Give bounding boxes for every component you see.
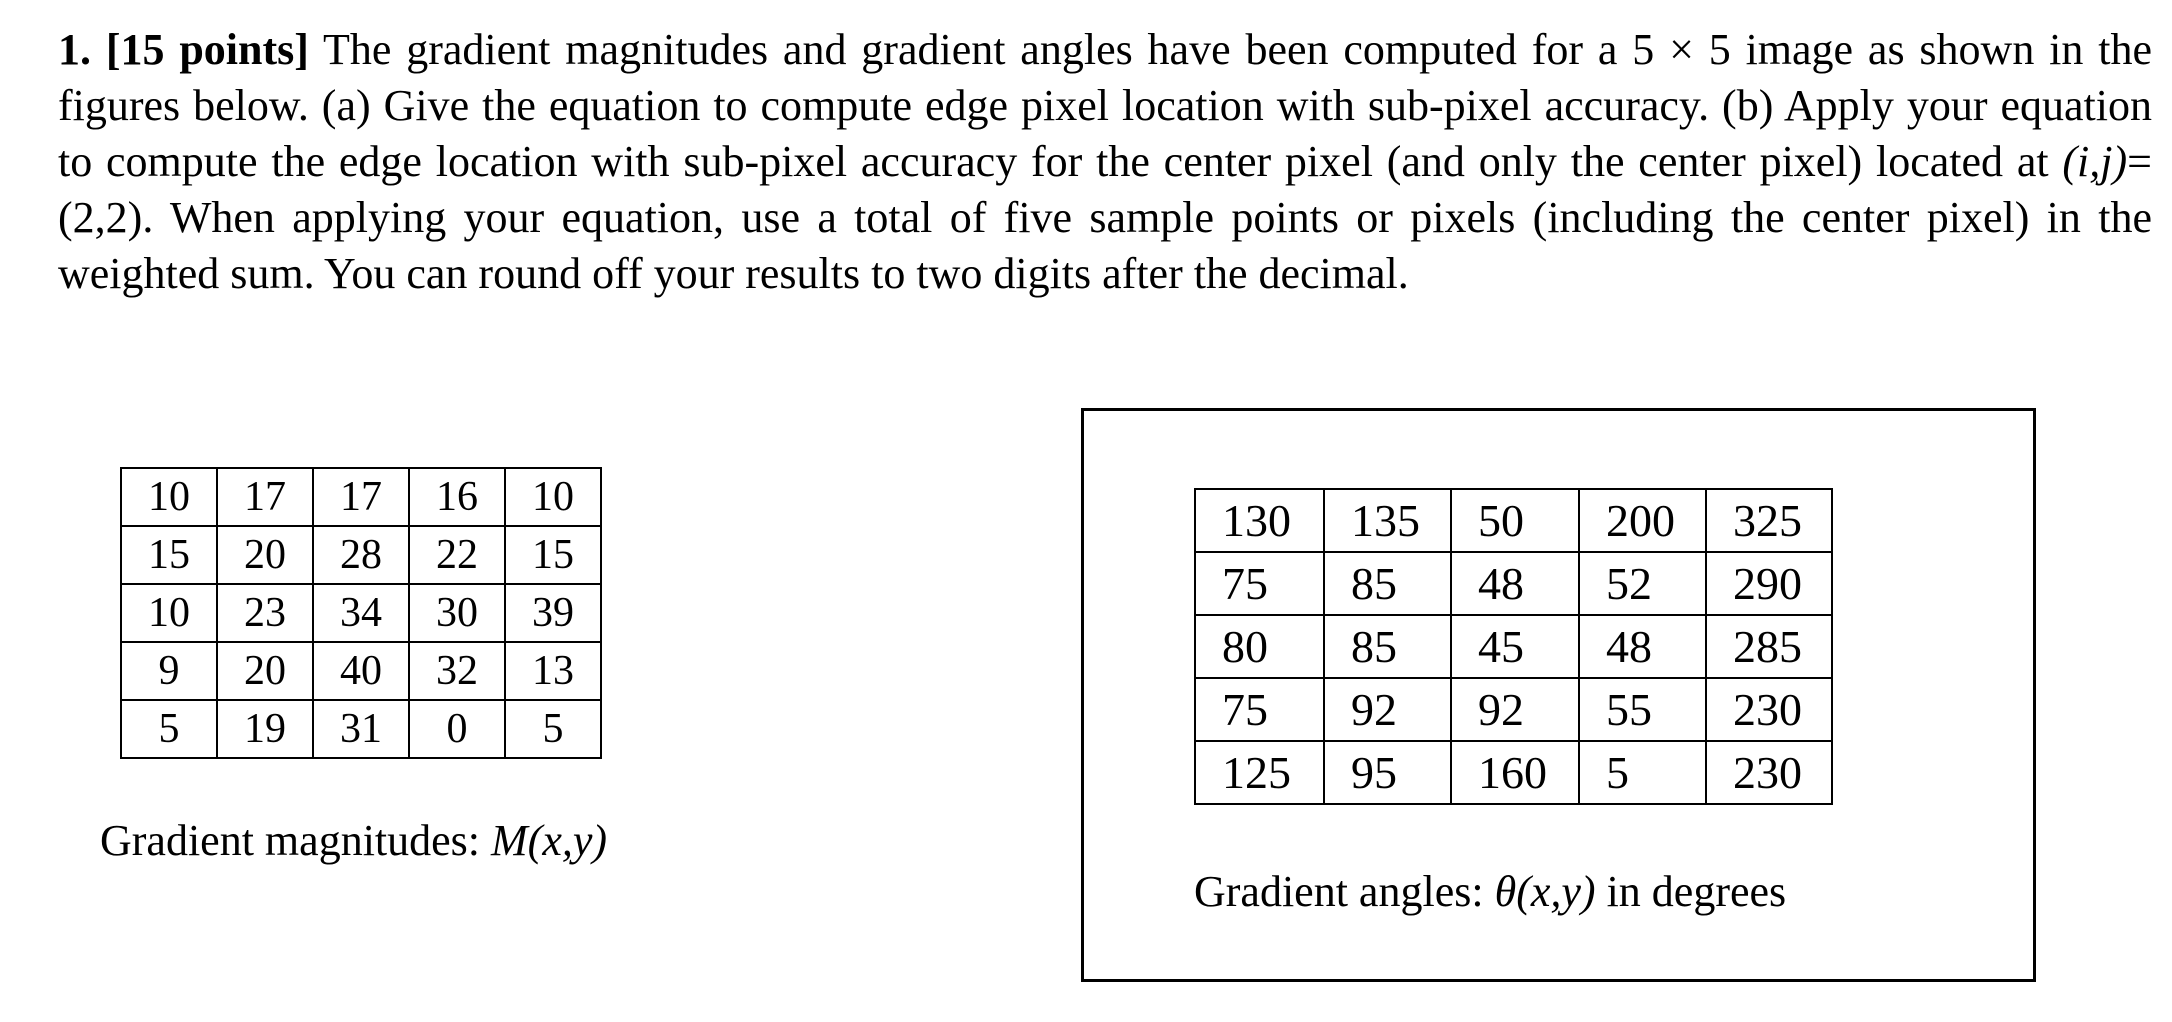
question-intro: The gradient magnitudes and gradient angles have been computed for a 5 × 5 image as shown in the figures below. (a) Give the equation to compute edge pixel location with sub-pixel accuracy. (b) Apply your equation to compute the edge location with sub-pixel accuracy for the center pixel (and only the center pixel) located at [58, 25, 2152, 186]
table-cell: 9 [121, 642, 217, 700]
magnitudes-caption-text: Gradient magnitudes: [100, 816, 492, 865]
table-cell: 75 [1195, 678, 1324, 741]
magnitudes-body [121, 468, 601, 758]
table-cell: 34 [313, 584, 409, 642]
question-rest: . When applying your equation, use a total of five sample points or pixels (including the center pixel) in the weighted sum. You can round off your results to two digits after the decimal. [58, 193, 2152, 298]
table-cell: 28 [313, 526, 409, 584]
table-cell: 15 [121, 526, 217, 584]
table-row [121, 526, 601, 584]
gradient-angles-table [1194, 488, 1833, 805]
table-cell: 20 [217, 642, 313, 700]
table-cell: 17 [313, 468, 409, 526]
table-cell: 325 [1706, 489, 1832, 552]
location-variable: (i,j) [2062, 137, 2128, 186]
table-cell: 75 [1195, 552, 1324, 615]
table-cell: 5 [505, 700, 601, 758]
table-cell: 230 [1706, 741, 1832, 804]
table-cell: 15 [505, 526, 601, 584]
table-row [1195, 741, 1832, 804]
table-cell: 10 [505, 468, 601, 526]
table-cell: 290 [1706, 552, 1832, 615]
magnitudes-caption-symbol: M(x,y) [491, 816, 608, 865]
table-cell: 285 [1706, 615, 1832, 678]
angles-caption-suffix: in degrees [1595, 867, 1787, 916]
table-row [1195, 678, 1832, 741]
table-cell: 50 [1451, 489, 1579, 552]
question-text [58, 22, 2152, 302]
location-value: =(2,2) [58, 137, 2152, 242]
table-cell: 32 [409, 642, 505, 700]
table-cell: 5 [1579, 741, 1706, 804]
table-cell: 0 [409, 700, 505, 758]
table-row [1195, 615, 1832, 678]
table-row [121, 584, 601, 642]
table-cell: 95 [1324, 741, 1451, 804]
table-cell: 45 [1451, 615, 1579, 678]
table-cell: 17 [217, 468, 313, 526]
table-cell: 19 [217, 700, 313, 758]
table-cell: 55 [1579, 678, 1706, 741]
table-cell: 80 [1195, 615, 1324, 678]
table-cell: 13 [505, 642, 601, 700]
table-cell: 16 [409, 468, 505, 526]
angles-caption [1194, 864, 1786, 920]
table-cell: 22 [409, 526, 505, 584]
table-cell: 230 [1706, 678, 1832, 741]
table-cell: 52 [1579, 552, 1706, 615]
angles-body [1195, 489, 1832, 804]
table-cell: 10 [121, 468, 217, 526]
table-cell: 5 [121, 700, 217, 758]
table-cell: 39 [505, 584, 601, 642]
table-cell: 48 [1579, 615, 1706, 678]
table-cell: 92 [1451, 678, 1579, 741]
table-cell: 92 [1324, 678, 1451, 741]
table-cell: 30 [409, 584, 505, 642]
table-cell: 48 [1451, 552, 1579, 615]
table-row [121, 700, 601, 758]
table-cell: 23 [217, 584, 313, 642]
table-cell: 135 [1324, 489, 1451, 552]
table-row [1195, 552, 1832, 615]
table-cell: 130 [1195, 489, 1324, 552]
table-cell: 125 [1195, 741, 1324, 804]
table-cell: 40 [313, 642, 409, 700]
angles-caption-symbol: θ(x,y) [1494, 867, 1596, 916]
table-cell: 10 [121, 584, 217, 642]
table-row [121, 642, 601, 700]
table-cell: 85 [1324, 552, 1451, 615]
table-row [121, 468, 601, 526]
table-cell: 31 [313, 700, 409, 758]
question-label: 1. [15 points] [58, 25, 309, 74]
angles-caption-text: Gradient angles: [1194, 867, 1495, 916]
magnitudes-caption [100, 813, 607, 869]
table-cell: 20 [217, 526, 313, 584]
table-row [1195, 489, 1832, 552]
table-cell: 85 [1324, 615, 1451, 678]
gradient-magnitudes-table [120, 467, 602, 759]
table-cell: 200 [1579, 489, 1706, 552]
table-cell: 160 [1451, 741, 1579, 804]
